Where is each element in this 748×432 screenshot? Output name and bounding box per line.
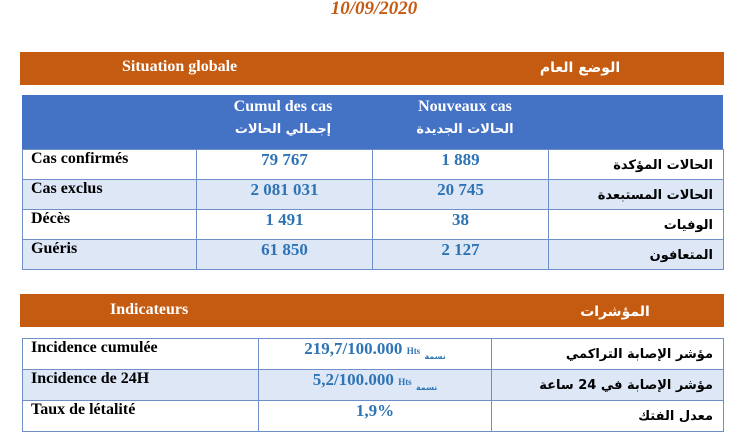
indicator-label-fr: Incidence de 24H: [23, 370, 259, 401]
section-title-ar: المؤشرات: [580, 304, 650, 320]
table-row: [23, 180, 724, 210]
table-row: [23, 370, 724, 401]
cumulative-value: 79 767: [197, 150, 373, 180]
report-date: 10/09/2020: [330, 0, 418, 19]
section-title-ar: الوضع العام: [539, 60, 621, 76]
situation-table: [22, 149, 724, 270]
indicator-label-fr: Incidence cumulée: [23, 339, 259, 370]
unit-label-ar: نسمة: [415, 383, 438, 392]
cumulative-value: 1 491: [197, 210, 373, 240]
indicator-label-ar: مؤشر الإصابة في 24 ساعة: [492, 370, 724, 401]
table-row: [23, 210, 724, 240]
cumulative-value: 2 081 031: [197, 180, 373, 210]
indicator-label-ar: معدل الفتك: [492, 401, 724, 432]
indicator-value: [259, 370, 492, 401]
table-row: [23, 150, 724, 180]
indicator-value: [259, 401, 492, 432]
section-title-fr: Situation globale: [122, 58, 238, 75]
unit-label-ar: نسمة: [424, 352, 446, 361]
table-row: [23, 339, 724, 370]
unit-label: Hts: [406, 346, 421, 356]
new-value: 2 127: [373, 240, 549, 270]
indicator-number: 1,9%: [355, 401, 395, 420]
row-label-ar: المتعافون: [549, 240, 724, 270]
row-label-fr: Cas confirmés: [23, 150, 197, 180]
new-value: 38: [373, 210, 549, 240]
unit-label: Hts: [398, 377, 412, 387]
row-label-fr: Décès: [23, 210, 197, 240]
col-total-fr: Cumul des cas: [233, 98, 333, 115]
col-new-ar: الحالات الجديدة: [416, 122, 514, 137]
cumulative-value: 61 850: [197, 240, 373, 270]
indicator-label-fr: Taux de létalité: [23, 401, 259, 432]
col-total-ar: إجمالي الحالات: [234, 122, 332, 137]
row-label-ar: الحالات المؤكدة: [549, 150, 724, 180]
new-value: 20 745: [373, 180, 549, 210]
indicator-number: 5,2/100.000: [312, 370, 394, 389]
table-row: [23, 401, 724, 432]
column-header-band: [22, 95, 723, 149]
indicator-value: [259, 339, 492, 370]
row-label-fr: Cas exclus: [23, 180, 197, 210]
new-value: 1 889: [373, 150, 549, 180]
section-header-situation: [20, 52, 724, 85]
section-title-fr: Indicateurs: [110, 301, 189, 318]
row-label-ar: الحالات المستبعدة: [549, 180, 724, 210]
row-label-fr: Guéris: [23, 240, 197, 270]
row-label-ar: الوفيات: [549, 210, 724, 240]
indicator-number: 219,7/100.000: [304, 339, 403, 358]
indicator-label-ar: مؤشر الإصابة التراكمي: [492, 339, 724, 370]
col-new-fr: Nouveaux cas: [418, 98, 512, 115]
table-row: [23, 240, 724, 270]
indicators-table: [22, 338, 724, 432]
section-header-indicators: [20, 294, 724, 327]
